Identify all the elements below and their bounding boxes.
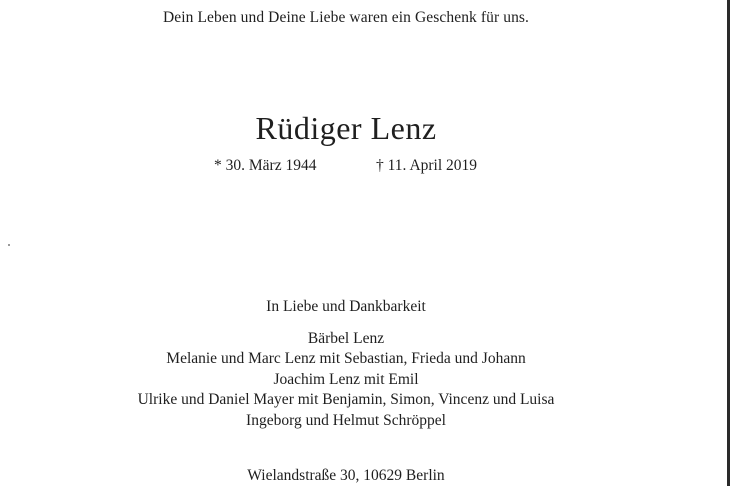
mourner-line: Melanie und Marc Lenz mit Sebastian, Frieda und Johann bbox=[166, 350, 526, 368]
mourner-line: Ingeborg und Helmut Schröppel bbox=[246, 411, 446, 429]
mourners-list bbox=[0, 329, 692, 431]
mourner-line: Ulrike und Daniel Mayer mit Benjamin, Simon, Vincenz und Luisa bbox=[137, 391, 555, 409]
mourner-line: Joachim Lenz mit Emil bbox=[273, 370, 419, 388]
birth-date: * 30. März 1944 bbox=[214, 157, 317, 174]
death-date: † 11. April 2019 bbox=[376, 157, 478, 174]
address-text: Wielandstraße 30, 10629 Berlin bbox=[247, 467, 445, 484]
deceased-name: Rüdiger Lenz bbox=[255, 110, 437, 146]
intro-text: In Liebe und Dankbarkeit bbox=[266, 298, 426, 315]
mourner-line: Bärbel Lenz bbox=[307, 330, 385, 347]
motto-text: Dein Leben und Deine Liebe waren ein Geschenk für uns. bbox=[162, 9, 530, 26]
scan-speck bbox=[8, 244, 10, 246]
